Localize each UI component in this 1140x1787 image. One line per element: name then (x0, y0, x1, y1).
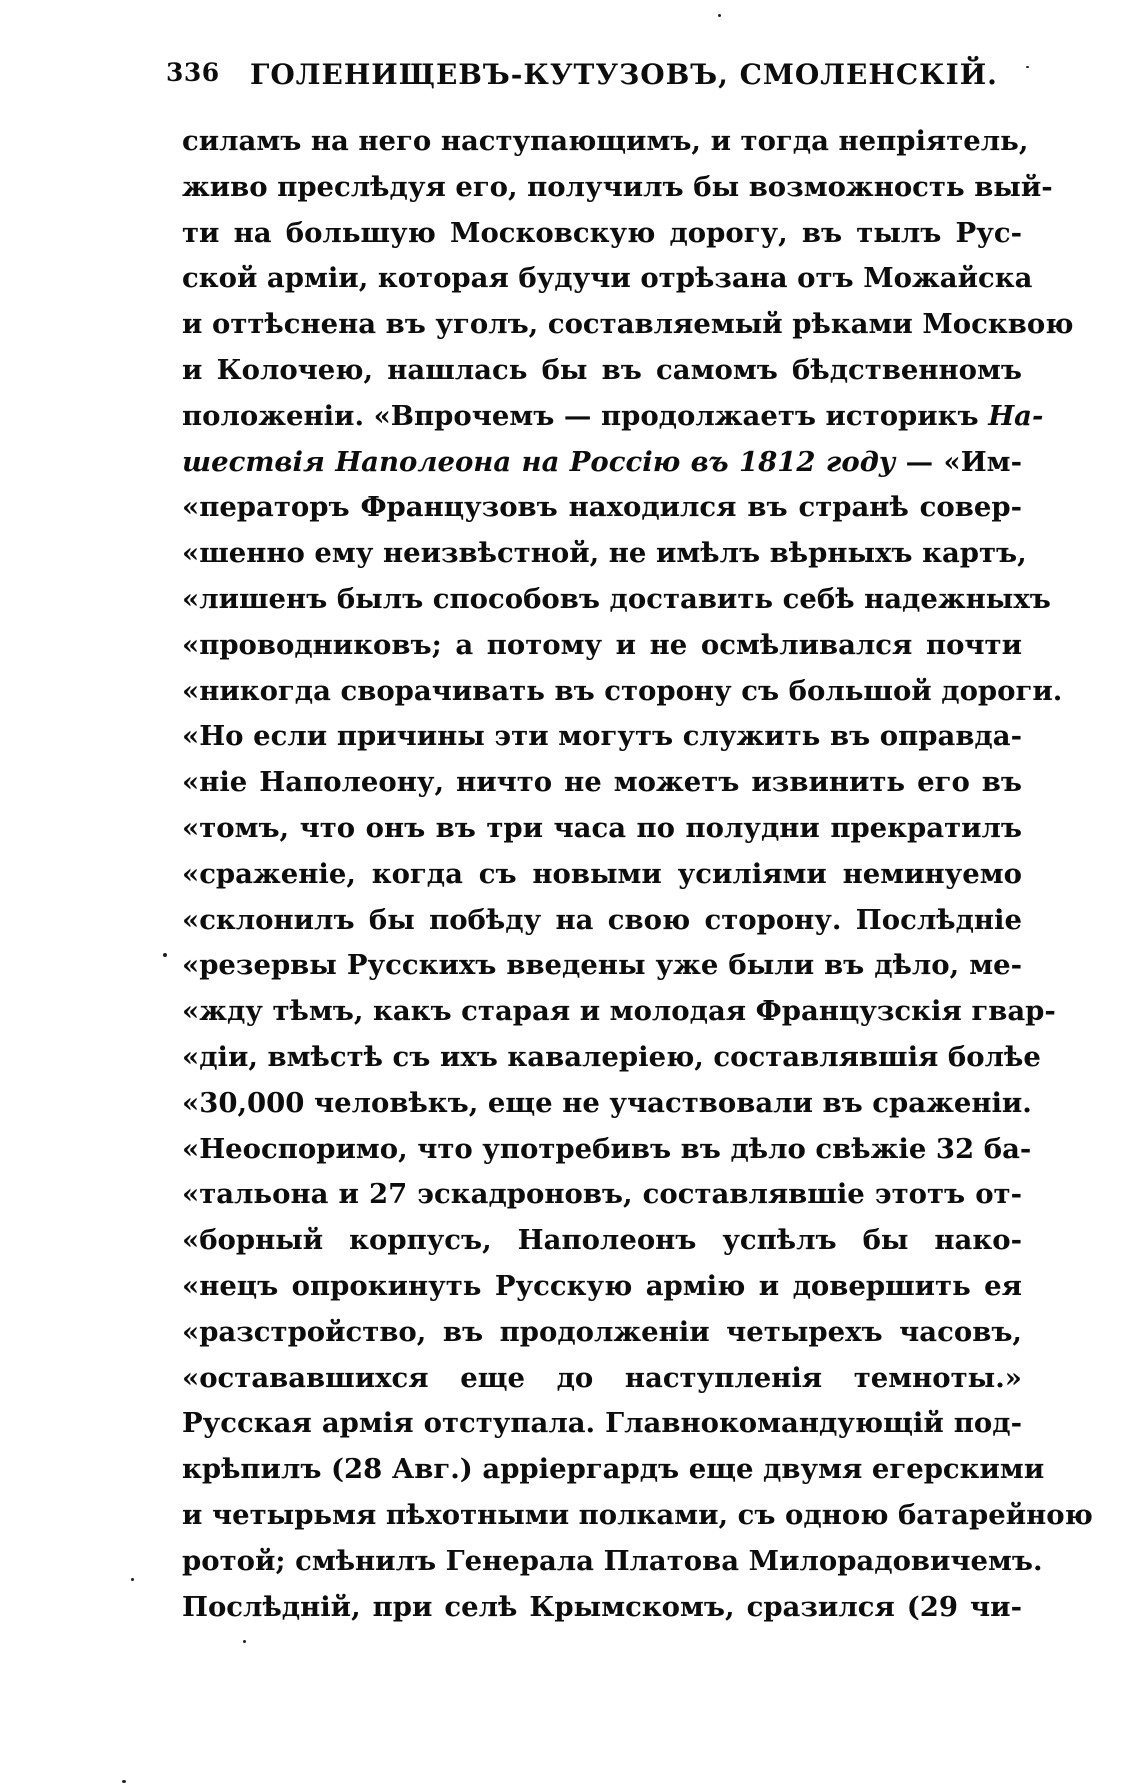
text-line: «жду тѣмъ, какъ старая и молодая Французскія гвар- (182, 995, 1056, 1028)
text-line: «ператоръ Французовъ находился въ странѣ совер- (182, 491, 1022, 524)
text-line-suffix: — «Им- (895, 445, 1022, 478)
print-speck (1026, 66, 1029, 68)
text-line: «нецъ опрокинуть Русскую армію и довершить ея (182, 1269, 1022, 1302)
running-head: ГОЛЕНИЩЕВЪ-КУТУЗОВЪ, СМОЛЕНСКІЙ. (250, 58, 998, 91)
text-line: «томъ, что онъ въ три часа по полудни прекратилъ (182, 811, 1022, 844)
text-line-with-italic (182, 394, 1044, 440)
text-line: «шенно ему неизвѣстной, не имѣлъ вѣрныхъ картъ, (182, 537, 1027, 570)
text-line: «проводниковъ; а потому и не осмѣливался почти (182, 628, 1022, 661)
text-line: ской арміи, которая будучи отрѣзана отъ Можайска (182, 262, 1033, 295)
page-number: 336 (166, 58, 220, 87)
italic-title-start: На- (988, 399, 1044, 432)
text-line: Послѣдній, при селѣ Крымскомъ, сразился (29 чи- (182, 1590, 1022, 1623)
text-line: «борный корпусъ, Наполеонъ успѣлъ бы нако- (182, 1224, 1022, 1257)
text-line: и четырьмя пѣхотными полками, съ одною батарейною (182, 1498, 1093, 1531)
text-line: живо преслѣдуя его, получилъ бы возможность вый- (182, 170, 1053, 203)
print-speck (122, 1780, 126, 1783)
text-line: «резервы Русскихъ введены уже были въ дѣло, ме- (182, 949, 1022, 982)
text-line-prefix: положеніи. «Впрочемъ — продолжаетъ историкъ (182, 399, 989, 432)
text-line: «остававшихся еще до наступленія темноты.» (182, 1361, 1022, 1394)
body-text (182, 119, 1093, 1630)
text-line: «сраженіе, когда съ новыми усиліями неминуемо (182, 857, 1022, 890)
text-line: силамъ на него наступающимъ, и тогда непріятель, (182, 125, 1029, 157)
text-line: крѣпилъ (28 Авг.) арріергардъ еще двумя егерскими (182, 1453, 1045, 1486)
text-line: «тальона и 27 эскадроновъ, составлявшіе этотъ от- (182, 1178, 1022, 1211)
text-line: «разстройство, въ продолженіи четырехъ часовъ, (182, 1315, 1022, 1348)
text-line: «30,000 человѣкъ, еще не участвовали въ сраженіи. (182, 1086, 1032, 1119)
text-line: «никогда сворачивать въ сторону съ большой дороги. (182, 674, 1063, 707)
text-line: «діи, вмѣстѣ съ ихъ кавалеріею, составлявшія болѣе (182, 1040, 1041, 1073)
text-line: «Неоспоримо, что употребивъ въ дѣло свѣжіе 32 ба- (182, 1132, 1032, 1165)
print-speck (718, 14, 721, 17)
print-speck (243, 1640, 246, 1643)
text-line: ротой; смѣнилъ Генерала Платова Милорадовичемъ. (182, 1544, 1043, 1577)
text-line: и Колочею, нашлась бы въ самомъ бѣдственномъ (182, 353, 1022, 386)
text-line: Русская армія отступала. Главнокомандующій под- (182, 1407, 1022, 1440)
page-header (166, 58, 1006, 98)
text-line: ти на большую Московскую дорогу, въ тылъ Рус- (182, 216, 1022, 249)
text-line: «ніе Наполеону, ничто не можетъ извинить его въ (182, 766, 1022, 799)
text-line-with-italic (182, 440, 1022, 486)
print-speck (131, 1578, 134, 1581)
print-speck (163, 953, 167, 957)
italic-title-end: шествія Наполеона на Россію въ 1812 году (182, 445, 896, 478)
text-line: и оттѣснена въ уголъ, составляемый рѣками Москвою (182, 308, 1074, 341)
text-line: «Но если причины эти могутъ служить въ оправда- (182, 720, 1022, 753)
text-line: «лишенъ былъ способовъ доставить себѣ надежныхъ (182, 582, 1051, 615)
text-line: «склонилъ бы побѣду на свою сторону. Послѣдніе (182, 903, 1022, 936)
